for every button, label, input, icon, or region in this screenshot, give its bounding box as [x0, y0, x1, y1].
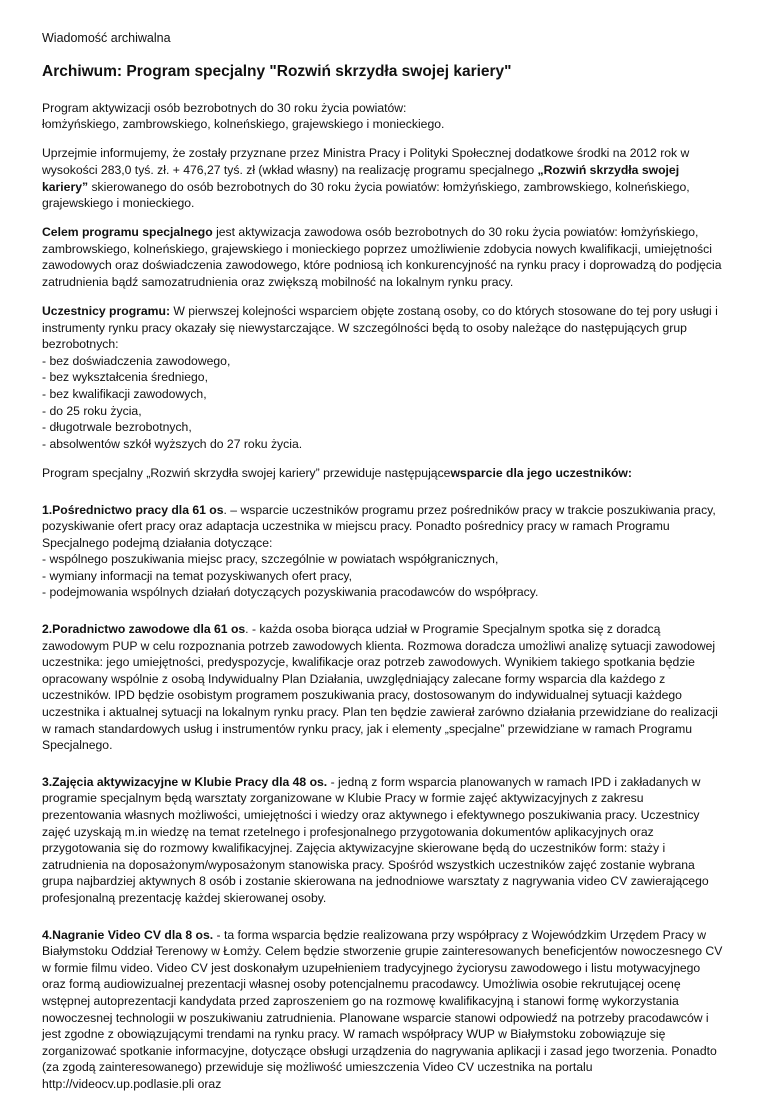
funding-paragraph: [42, 145, 726, 211]
participants-text: W pierwszej kolejności wsparciem objęte zostaną osoby, co do których stosowane do tej pory usługi i instrumenty rynku pracy okazały się niewystarczające. W szczególności będą to osoby należące do następujących grup bezrobotnych:: [42, 304, 718, 352]
archive-label: Wiadomość archiwalna: [42, 31, 171, 45]
list-item: - bez wykształcenia średniego,: [42, 370, 208, 385]
support-intro-paragraph: [42, 465, 726, 482]
section-3-heading: 3.Zajęcia aktywizacyjne w Klubie Pracy dla 48 os.: [42, 774, 328, 789]
goal-text: jest aktywizacja zawodowa osób bezrobotnych do 30 roku życia powiatów: łomżyńskiego, zambrowskiego, kolneńskiego, grajewskiego i monieckiego poprzez umożliwienie zdobycia nowych kwalifikacji, umiejętności zawodowych oraz doświadczenia zawodowego, które podniosą ich konkurencyjność na rynku pracy i doprowadzą do podjęcia zatrudnienia bądź samozatrudnienia oraz zwiększą mobilność na lokalnym rynku pracy.: [42, 225, 722, 289]
intro-line: Program aktywizacji osób bezrobotnych do 30 roku życia powiatów:: [42, 100, 407, 115]
support-intro-heading: wsparcie dla jego uczestników:: [450, 465, 632, 480]
section-3-text: - jedną z form wsparcia planowanych w ramach IPD i zakładanych w programie specjalnym będą warsztaty zorganizowane w Klubie Pracy w formie zajęć aktywizacyjnych z zakresu prezentowania własnych możliwości, umiejętności i wiedzy oraz aktywnego i efektywnego poszukiwania pracy. Uczestnicy zajęć uzyskają m.in wiedzę na temat rzetelnego i profesjonalnego przygotowania dokumentów aplikacyjnych oraz przygotowania się do rozmowy kwalifikacyjnej. Zajęcia aktywizacyjne skierowane będą do uczestników form: staży i zatrudnienia na doposażonym/wyposażonym stanowiska pracy. Spośród wszystkich uczestników zajęć zostanie wybrana grupa najbardziej aktywnych 8 osób i zostanie skierowana na jednodniowe warsztaty z nagrywania video CV zawierającego profesjonalną prezentację każdej skierowanej osoby.: [42, 774, 709, 905]
list-item: - podejmowania wspólnych działań dotyczących pozyskiwania pracodawców do współpracy.: [42, 585, 539, 600]
program-name: „Rozwiń skrzydła swojej kariery”: [42, 162, 680, 194]
goal-paragraph: [42, 224, 726, 290]
list-item: - wspólnego poszukiwania miejsc pracy, szczególnie w powiatach współgranicznych,: [42, 552, 499, 567]
list-item: - bez kwalifikacji zawodowych,: [42, 387, 207, 402]
list-item: - wymiany informacji na temat pozyskiwanych ofert pracy,: [42, 568, 352, 583]
page-title: Archiwum: Program specjalny "Rozwiń skrzydła swojej kariery": [42, 62, 512, 80]
funding-text: Uprzejmie informujemy, że zostały przyznane przez Ministra Pracy i Polityki Społecznej dodatkowe środki na 2012 rok w wysokości 283,0 tyś. zł. + 476,27 tyś. zł (wkład własny) na realizację programu specjalnego: [42, 146, 690, 177]
participants-paragraph: [42, 303, 726, 452]
funding-text: skierowanego do osób bezrobotnych do 30 roku życia powiatów: łomżyńskiego, zambrowskiego, kolneńskiego, grajewskiego i monieckiego.: [42, 179, 690, 211]
list-item: - długotrwale bezrobotnych,: [42, 420, 192, 435]
participants-heading: Uczestnicy programu:: [42, 304, 170, 319]
list-item: - bez doświadczenia zawodowego,: [42, 353, 231, 368]
intro-paragraph: [42, 100, 726, 133]
section-2-text: . - każda osoba biorąca udział w Programie Specjalnym spotka się z doradcą zawodowym PUP w celu rozpoznania potrzeb zawodowych klienta. Rozmowa doradcza umożliwi analizę sytuacji zawodowej uczestnika: jego umiejętności, predyspozycje, kwalifikacje oraz potrzeb zawodowych. Wynikiem takiego spotkania będzie opracowany wspólnie z osobą Indywidualny Plan Działania, uwzględniający zalecane formy wsparcia dla każdego z uczestników. IPD będzie osobistym programem poszukiwania pracy, dostosowanym do indywidualnej sytuacji każdego uczestnika i aktualnej sytuacji na lokalnym rynku pracy. Plan ten będzie zawierał zarówno działania przewidziane do realizacji w ramach standardowych usług i instrumentów rynku pracy, jak i elementy „specjalne” przewidziane w ramach Programu Specjalnego.: [42, 622, 718, 753]
section-2-paragraph: [42, 621, 726, 754]
section-3-paragraph: [42, 774, 726, 907]
section-4-text: - ta forma wsparcia będzie realizowana przy współpracy z Wojewódzkim Urzędem Pracy w Białymstoku Oddział Terenowy w Łomży. Celem będzie stworzenie grupie zainteresowanych beneficjentów nowoczesnego CV w formie filmu video. Video CV jest doskonałym uzupełnieniem tradycyjnego życiorysu zawodowego i listu motywacyjnego oraz formą audiowizualnej prezentacji własnej osoby potencjalnemu pracodawcy. Umożliwia osobie rekrutującej ocenę wstępnej autoprezentacji kandydata przed zaproszeniem go na rozmowę kwalifikacyjną i stanowi formę wykorzystania nowoczesnej technologii w poszukiwaniu zatrudnienia. Planowane wsparcie stanowi odpowiedź na potrzeby pracodawców i jest zgodne z obowiązującymi trendami na rynku pracy. W ramach współpracy WUP w Białymstoku zobowiązuje się zorganizować spotkanie informacyjne, dotyczące obsługi urządzenia do nagrywania aplikacji i zasad jego tworzenia. Ponadto (za zgodą zainteresowanego) przewiduje się możliwość umieszczenia Video CV uczestnika na portalu http://videocv.up.podlasie.pli oraz: [42, 927, 723, 1091]
support-intro-text: Program specjalny „Rozwiń skrzydła swojej kariery” przewiduje następujące: [42, 465, 451, 480]
list-item: - do 25 roku życia,: [42, 403, 142, 418]
section-1-paragraph: [42, 502, 726, 602]
intro-line: łomżyńskiego, zambrowskiego, kolneńskiego, grajewskiego i monieckiego.: [42, 117, 445, 132]
section-1-heading: 1.Pośrednictwo pracy dla 61 os: [42, 502, 224, 517]
section-4-paragraph: [42, 927, 726, 1093]
section-1-text: . – wsparcie uczestników programu przez pośredników pracy w trakcie poszukiwania pracy, pozyskiwanie ofert pracy oraz adaptacja uczestnika w miejscu pracy. Ponadto pośrednicy pracy w ramach Programu Specjalnego podejmą działania dotyczące:: [42, 502, 716, 550]
goal-heading: Celem programu specjalnego: [42, 225, 213, 240]
section-2-heading: 2.Poradnictwo zawodowe dla 61 os: [42, 622, 246, 637]
list-item: - absolwentów szkół wyższych do 27 roku życia.: [42, 436, 303, 451]
section-4-heading: 4.Nagranie Video CV dla 8 os.: [42, 927, 214, 942]
